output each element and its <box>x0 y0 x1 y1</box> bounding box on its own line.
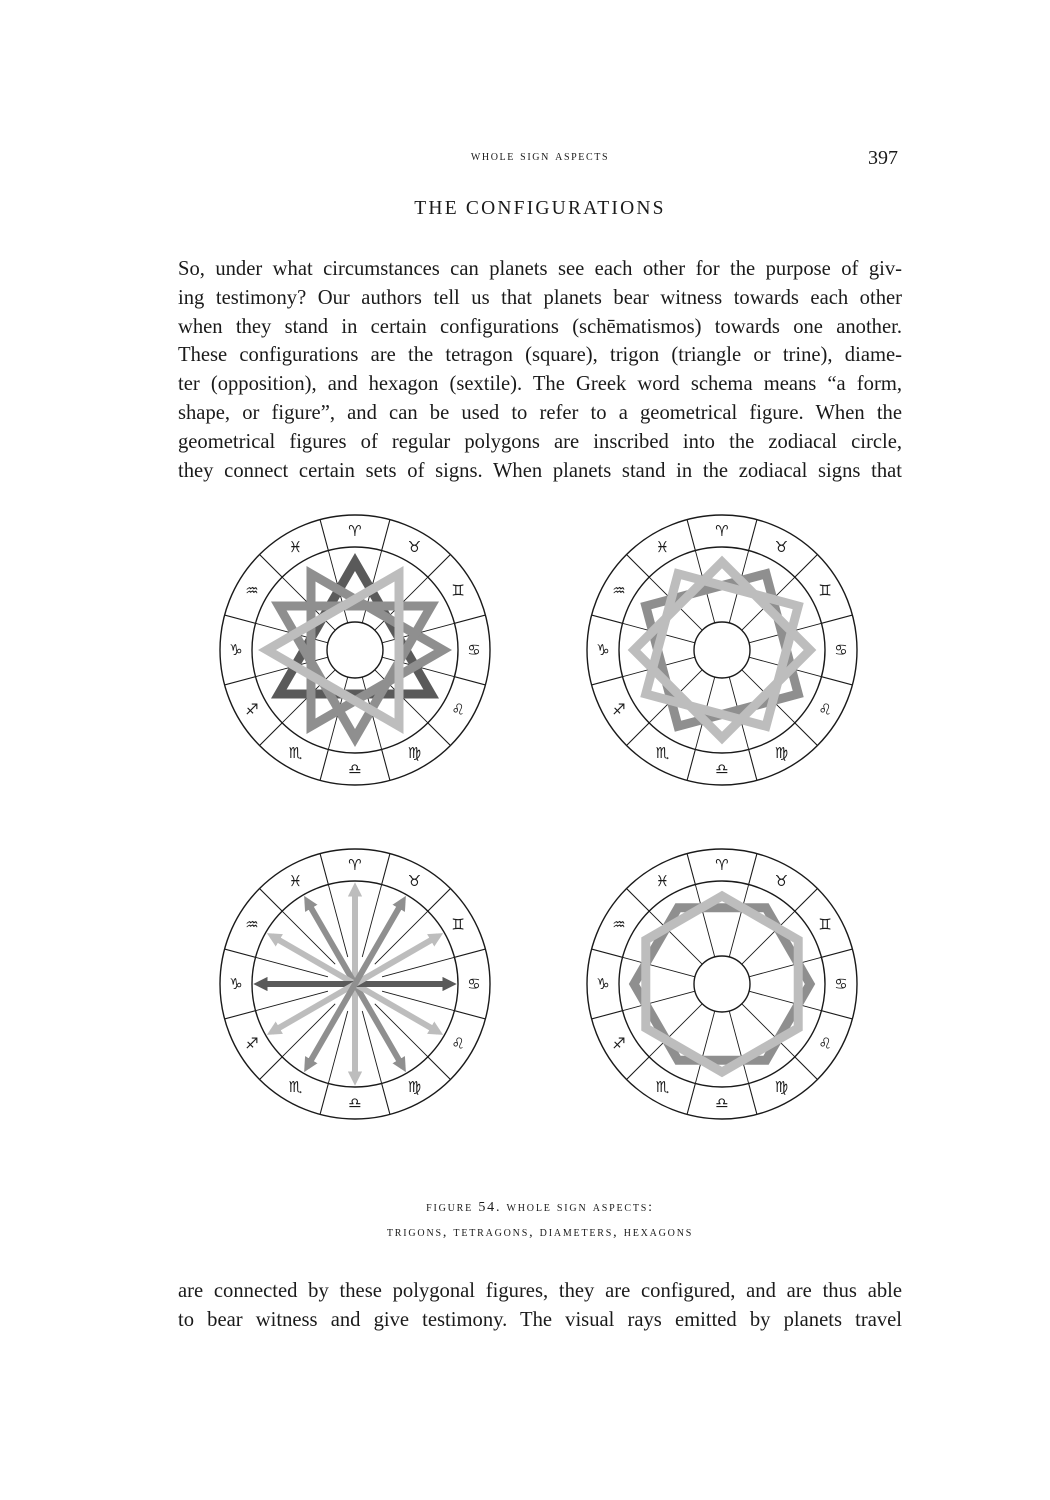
gemini-glyph-icon: ♊ <box>451 581 465 600</box>
text-line: ter (opposition), and hexagon (sextile). The Greek word schema means “a form, <box>178 373 902 396</box>
pisces-glyph-icon: ♓ <box>655 537 670 556</box>
scorpio-glyph-icon: ♏ <box>288 1078 303 1097</box>
libra-glyph-icon: ♎ <box>715 1094 729 1112</box>
text-line: they connect certain sets of signs. When planets stand in the zodiacal signs that <box>178 459 902 482</box>
running-head: whole sign aspects <box>470 148 610 164</box>
pisces-glyph-icon: ♓ <box>288 537 303 556</box>
paragraph-continued <box>178 1277 902 1335</box>
virgo-glyph-icon: ♍ <box>407 744 422 763</box>
leo-glyph-icon: ♌ <box>451 700 465 719</box>
text-line: These configurations are the tetragon (square), trigon (triangle or trine), diame- <box>178 344 902 367</box>
caption-line-1: figure 54. whole sign aspects: <box>426 1200 654 1215</box>
scorpio-glyph-icon: ♏ <box>655 744 670 763</box>
cancer-glyph-icon: ♋ <box>834 975 848 993</box>
aquarius-glyph-icon: ♒ <box>612 915 626 934</box>
text-line: geometrical figures of regular polygons are inscribed into the zodiacal circle, <box>178 430 902 453</box>
wheel-hub <box>694 622 750 678</box>
taurus-glyph-icon: ♉ <box>774 871 789 890</box>
zodiac-wheel-diameters <box>220 849 490 1119</box>
page-number: 397 <box>868 147 898 169</box>
capricorn-glyph-icon: ♑ <box>596 975 610 993</box>
aquarius-glyph-icon: ♒ <box>245 915 259 934</box>
aries-glyph-icon: ♈ <box>715 522 729 540</box>
wheel-hub <box>327 622 383 678</box>
caption-line-2: trigons, tetragons, diameters, hexagons <box>386 1224 694 1240</box>
capricorn-glyph-icon: ♑ <box>229 641 243 659</box>
scorpio-glyph-icon: ♏ <box>655 1078 670 1097</box>
text-line: So, under what circumstances can planets see each other for the purpose of giv- <box>178 258 902 280</box>
leo-glyph-icon: ♌ <box>818 1034 832 1053</box>
wheel-hub <box>694 956 750 1012</box>
zodiac-wheel-hexagons <box>587 849 857 1119</box>
taurus-glyph-icon: ♉ <box>407 537 422 556</box>
aries-glyph-icon: ♈ <box>348 522 362 540</box>
taurus-glyph-icon: ♉ <box>407 871 422 890</box>
sagittarius-glyph-icon: ♐ <box>245 700 259 719</box>
capricorn-glyph-icon: ♑ <box>229 975 243 993</box>
text-line: to bear witness and give testimony. The visual rays emitted by planets travel <box>178 1308 902 1331</box>
zodiac-wheel-tetragons <box>587 515 857 785</box>
pisces-glyph-icon: ♓ <box>288 871 303 890</box>
aquarius-glyph-icon: ♒ <box>245 581 259 600</box>
capricorn-glyph-icon: ♑ <box>596 641 610 659</box>
libra-glyph-icon: ♎ <box>348 760 362 778</box>
pisces-glyph-icon: ♓ <box>655 871 670 890</box>
cancer-glyph-icon: ♋ <box>467 975 481 993</box>
scorpio-glyph-icon: ♏ <box>288 744 303 763</box>
paragraph-intro <box>178 255 902 485</box>
sagittarius-glyph-icon: ♐ <box>612 1034 626 1053</box>
figure-caption <box>0 1196 1050 1245</box>
virgo-glyph-icon: ♍ <box>407 1078 422 1097</box>
gemini-glyph-icon: ♊ <box>818 915 832 934</box>
cancer-glyph-icon: ♋ <box>834 641 848 659</box>
zodiac-wheel-trigons <box>220 515 490 785</box>
gemini-glyph-icon: ♊ <box>818 581 832 600</box>
figure-54-whole-sign-aspects <box>195 510 885 1170</box>
aries-glyph-icon: ♈ <box>715 856 729 874</box>
text-line: ing testimony? Our authors tell us that planets bear witness towards each other <box>178 286 902 309</box>
libra-glyph-icon: ♎ <box>715 760 729 778</box>
aries-glyph-icon: ♈ <box>348 856 362 874</box>
libra-glyph-icon: ♎ <box>348 1094 362 1112</box>
text-line: when they stand in certain configurations (schēmatismos) towards one another. <box>178 315 902 338</box>
virgo-glyph-icon: ♍ <box>774 744 789 763</box>
section-heading: THE CONFIGURATIONS <box>414 198 666 219</box>
taurus-glyph-icon: ♉ <box>774 537 789 556</box>
virgo-glyph-icon: ♍ <box>774 1078 789 1097</box>
leo-glyph-icon: ♌ <box>818 700 832 719</box>
aspect-wheels-diagram <box>195 510 885 1170</box>
sagittarius-glyph-icon: ♐ <box>245 1034 259 1053</box>
text-line: are connected by these polygonal figures, they are configured, and are thus able <box>178 1280 902 1302</box>
aquarius-glyph-icon: ♒ <box>612 581 626 600</box>
leo-glyph-icon: ♌ <box>451 1034 465 1053</box>
cancer-glyph-icon: ♋ <box>467 641 481 659</box>
gemini-glyph-icon: ♊ <box>451 915 465 934</box>
text-line: shape, or figure”, and can be used to refer to a geometrical figure. When the <box>178 401 902 424</box>
sagittarius-glyph-icon: ♐ <box>612 700 626 719</box>
